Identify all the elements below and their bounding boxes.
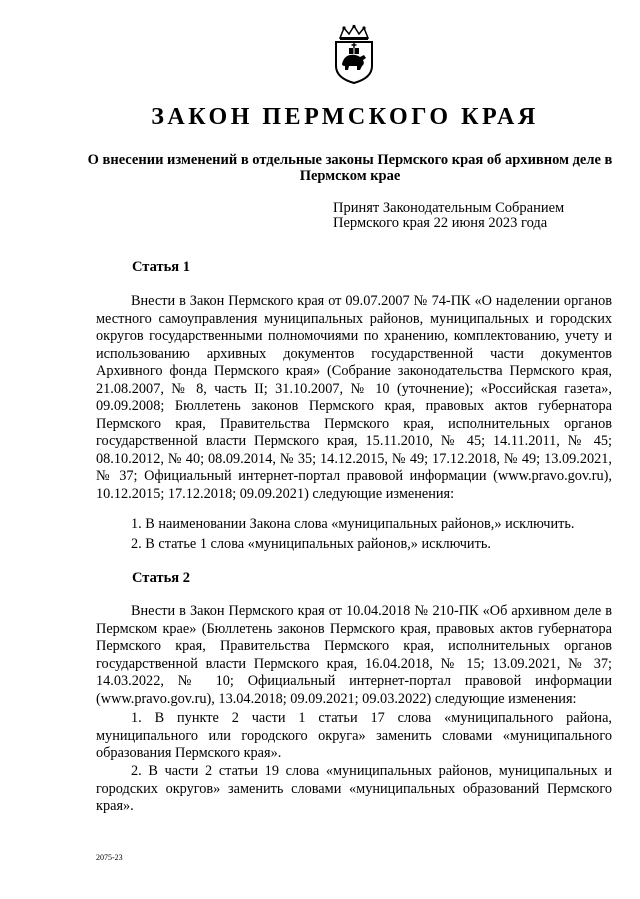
law-subtitle: О внесении изменений в отдельные законы Пермского края об архивном деле в Пермском крае — [87, 152, 613, 184]
perm-krai-coat-of-arms-icon — [330, 24, 378, 84]
law-title: ЗАКОН ПЕРМСКОГО КРАЯ — [151, 104, 539, 130]
article-1-heading: Статья 1 — [132, 259, 190, 275]
document-code: 2075-23 — [96, 853, 123, 862]
article-1-item-2: 2. В статье 1 слова «муниципальных районов,» исключить. — [131, 536, 491, 552]
article-2-item-2: 2. В части 2 статьи 19 слова «муниципальных районов, муниципальных и городских округов» заменить словами «муниципальных образований Пермского края». — [96, 763, 612, 814]
article-2-heading: Статья 2 — [132, 570, 190, 586]
article-1-item-1: 1. В наименовании Закона слова «муниципальных районов,» исключить. — [131, 516, 575, 532]
adoption-line-1: Принят Законодательным Собранием — [333, 200, 565, 216]
article-1-intro: Внести в Закон Пермского края от 09.07.2007 № 74-ПК «О наделении органов местного самоуправления муниципальных районов, муниципальных и городских округов государственными полномочиями по хранению, комплектованию, учету и использованию архивных документов государственной части документов Архивного фонда Пермского края» (Собрание законодательства Пермского края, 21.08.2007, № 8, часть II; 31.10.2007, № 10 (уточнение); «Российская газета», 09.09.2008; Бюллетень законов Пермского края, правовых актов губернатора Пермского края, Правительства Пермского края, исполнительных органов государственной власти Пермского края, 15.11.2010, № 45; 14.11.2011, № 45; 08.10.2012, № 40; 08.09.2014, № 35; 14.12.2015, № 49; 17.12.2018, № 49; 13.09.2021, № 37; Официальный интернет-портал правовой информации (www.pravo.gov.ru), 10.12.2015; 17.12.2018; 09.09.2021) следующие изменения: — [96, 293, 612, 502]
article-2-intro: Внести в Закон Пермского края от 10.04.2018 № 210-ПК «Об архивном деле в Пермском крае» (Бюллетень законов Пермского края, правовых актов губернатора Пермского края, Правительства Пермского края, исполнительных органов государственной власти Пермского края, 16.04.2018, № 15; 13.09.2021, № 37; 14.03.2022, № 10; Официальный интернет-портал правовой информации (www.pravo.gov.ru), 13.04.2018; 09.09.2021; 09.03.2022) следующие изменения: — [96, 603, 612, 707]
article-2-item-1: 1. В пункте 2 части 1 статьи 17 слова «муниципального района, муниципального или городского округа» заменить словами «муниципального образования Пермского края». — [96, 710, 612, 761]
adoption-note — [333, 201, 564, 231]
adoption-line-2: Пермского края 22 июня 2023 года — [333, 215, 548, 231]
